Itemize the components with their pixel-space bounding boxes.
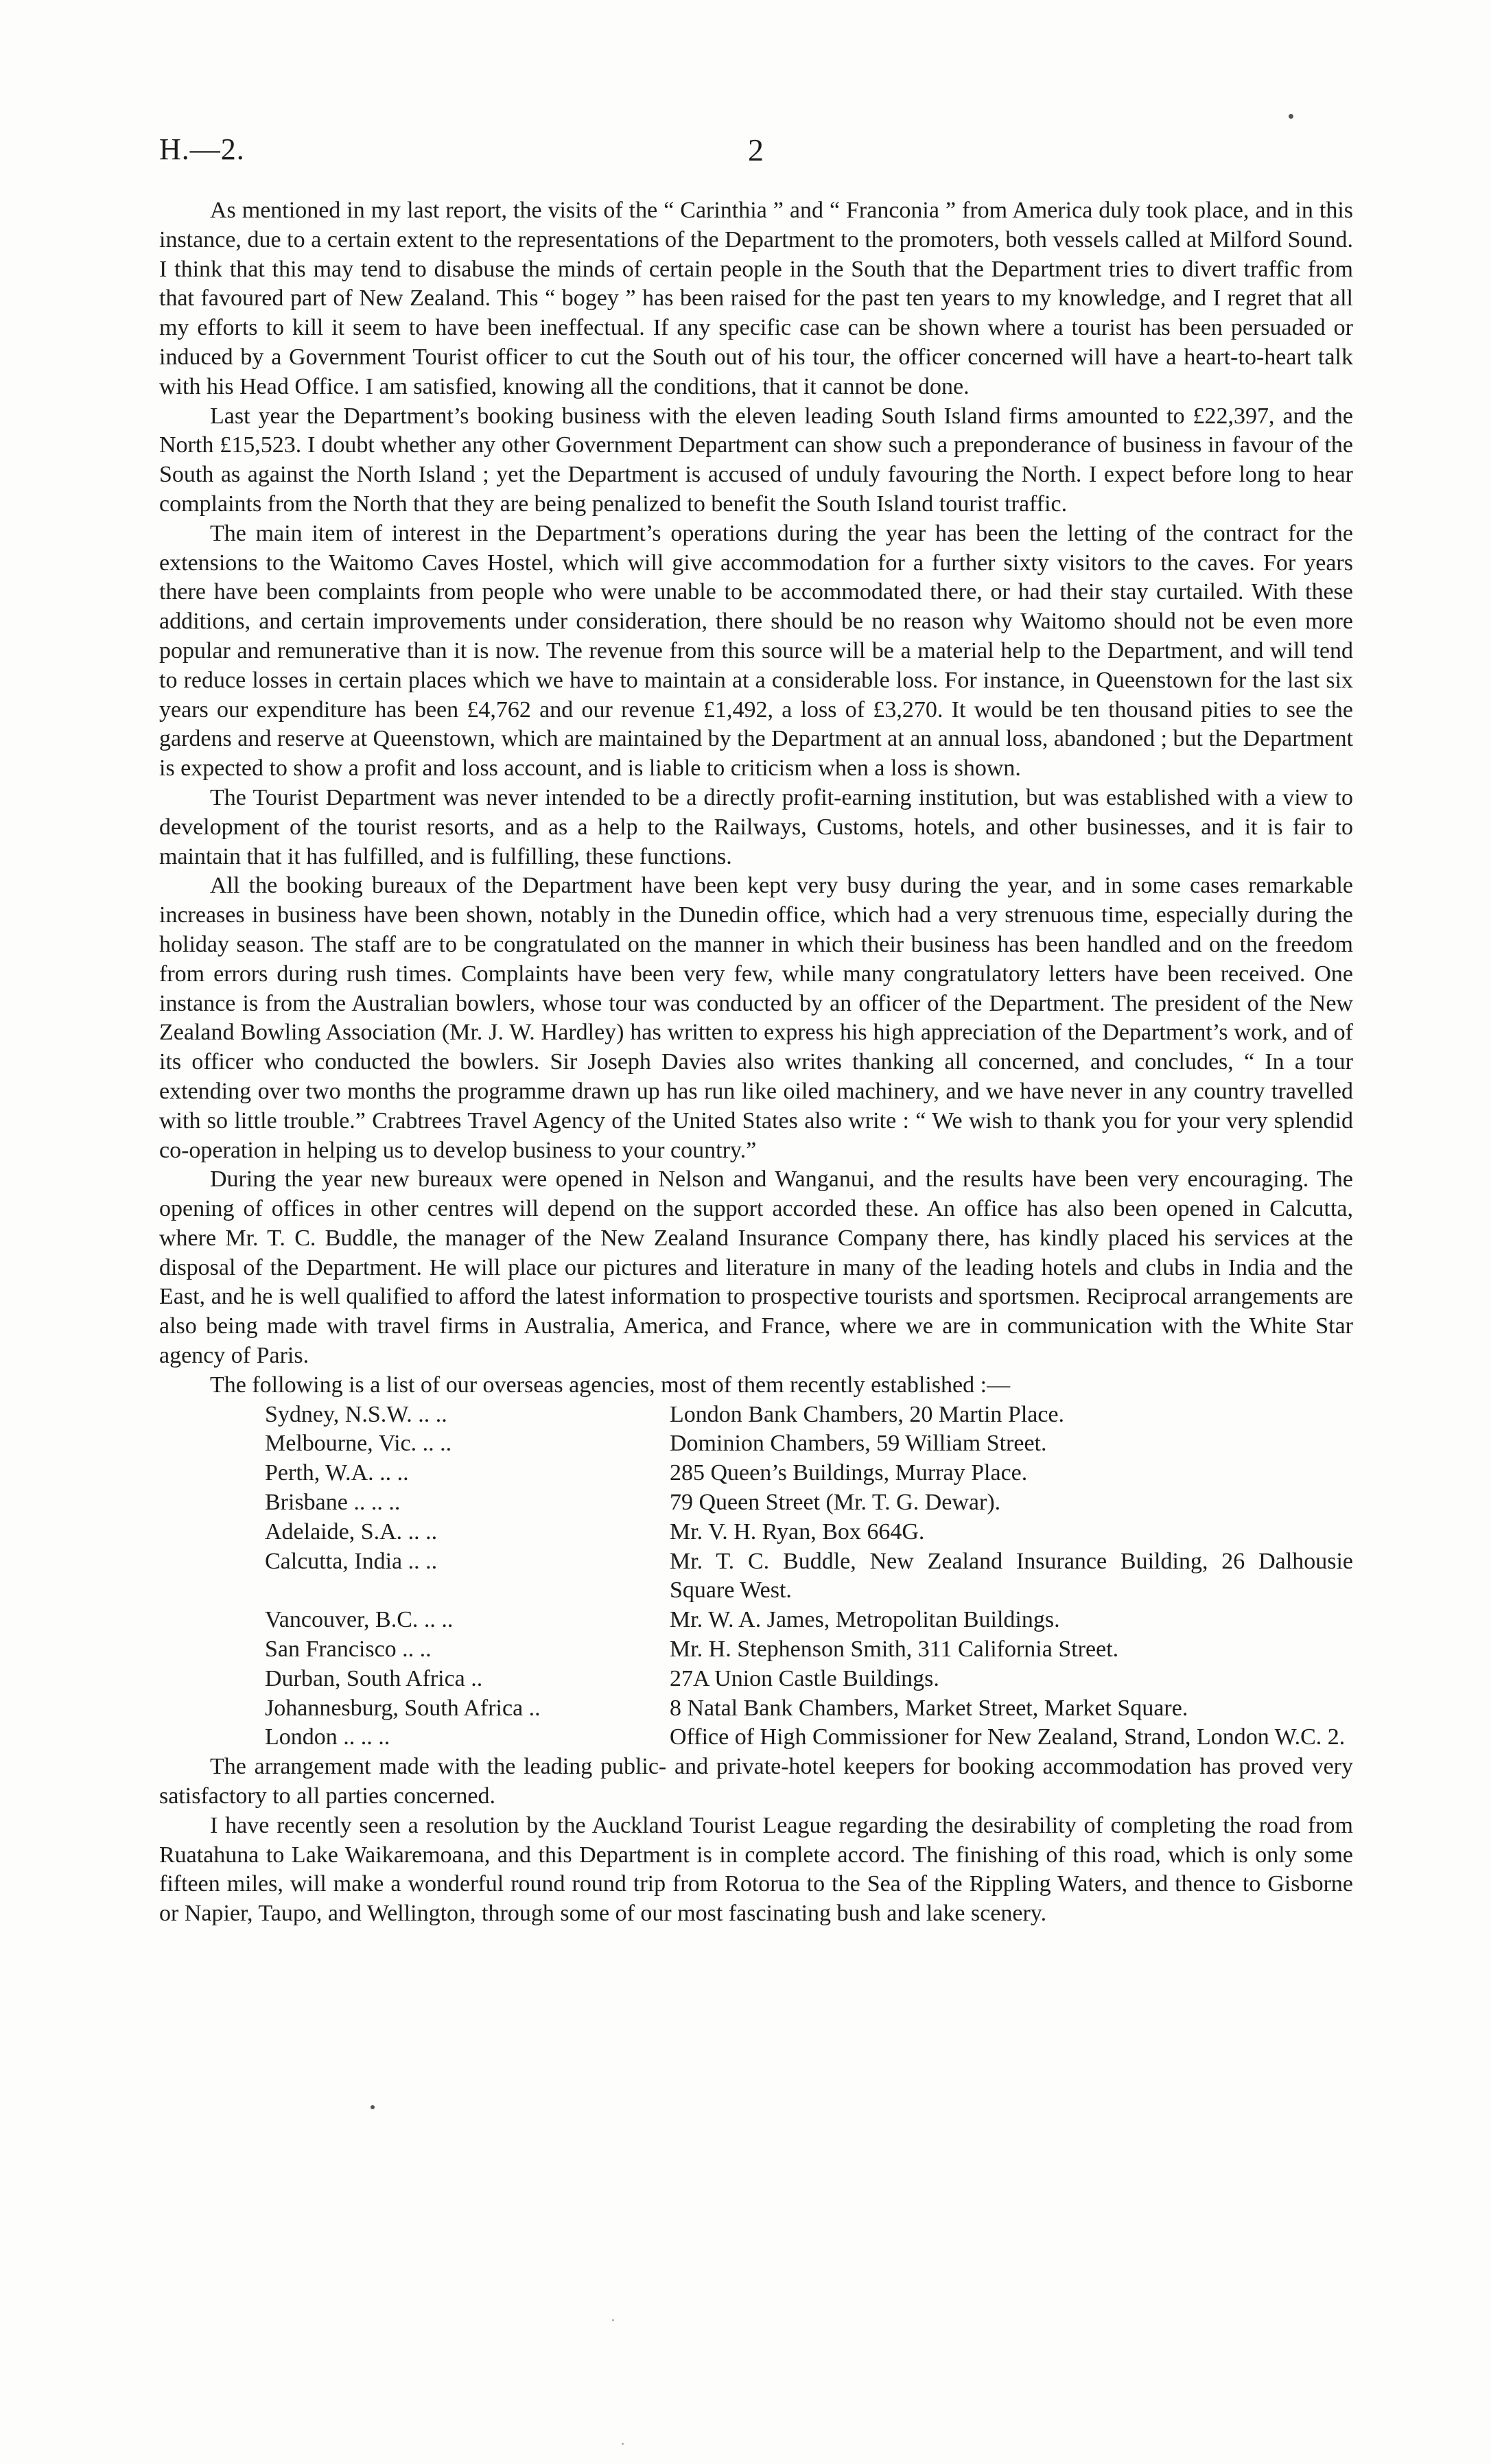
- agency-address: Mr. T. C. Buddle, New Zealand Insurance Building, 26 Dalhousie Square West.: [670, 1548, 1353, 1604]
- paragraph-road-completion: I have recently seen a resolution by the Auckland Tourist League regarding the desirability of completing the road from Ruatahuna to Lake Waikaremoana, and this Department is in complete accord. The finishing of this road, which is only some fifteen miles, will make a wonderful round round trip from Rotorua to the Sea of the Rippling Waters, and thence to Gisborne or Napier, Taupo, and Wellington, through some of our most fascinating bush and lake scenery.: [159, 1812, 1353, 1927]
- paragraph-department-purpose: The Tourist Department was never intended to be a directly profit-earning institution, but was established with a view to development of the tourist resorts, and as a help to the Railways, Customs, hotels, and other businesses, and it is fair to maintain that it has fulfilled, and is fulfilling, these functions.: [159, 784, 1353, 869]
- report-body: [159, 196, 1353, 1929]
- list-item: [265, 1400, 1353, 1430]
- agency-address: Dominion Chambers, 59 William Street.: [670, 1431, 1047, 1457]
- list-item: [265, 1665, 1353, 1694]
- agency-place: London .. .. ..: [265, 1724, 390, 1750]
- agency-place: Adelaide, S.A. .. ..: [265, 1518, 438, 1545]
- document-reference: H.—2.: [159, 132, 245, 166]
- list-item: [265, 1606, 1353, 1635]
- paragraph-hotel-arrangement: The arrangement made with the leading public- and private-hotel keepers for booking accommodation has proved very satisfactory to all parties concerned.: [159, 1754, 1353, 1809]
- list-item: [265, 1518, 1353, 1547]
- agency-place: Perth, W.A. .. ..: [265, 1460, 409, 1486]
- list-item: [265, 1547, 1353, 1606]
- list-item: [265, 1694, 1353, 1724]
- page-number: 2: [748, 132, 764, 167]
- speck: [371, 2105, 375, 2109]
- paragraph-new-bureaux: During the year new bureaux were opened in Nelson and Wanganui, and the results have been very encouraging. The opening of offices in other centres will depend on the support accorded these. An office has also been opened in Calcutta, where Mr. T. C. Buddle, the manager of the New Zealand Insurance Company there, has kindly placed his services at the disposal of the Department. He will place our pictures and literature in many of the leading hotels and clubs in India and the East, and he is well qualified to afford the latest information to prospective tourists and sportsmen. Reciprocal arrangements are also being made with travel firms in Australia, America, and France, where we are in communication with the White Star agency of Paris.: [159, 1166, 1353, 1369]
- speck: [1289, 114, 1293, 119]
- agency-place: Vancouver, B.C. .. ..: [265, 1607, 454, 1633]
- agency-place: Melbourne, Vic. .. ..: [265, 1431, 452, 1457]
- list-item: [265, 1488, 1353, 1518]
- speck: [622, 2443, 624, 2445]
- paragraph-waitomo-hostel: The main item of interest in the Department’s operations during the year has been the letting of the contract for the extensions to the Waitomo Caves Hostel, which will give accommodation for a further sixty visitors to the caves. For years there have been complaints from people who were unable to be accommodated there, or had their stay curtailed. With these additions, and certain improvements under consideration, there should be no reason why Waitomo should not be even more popular and remunerative than it is now. The revenue from this source will be a material help to the Department, and will tend to reduce losses in certain places which we have to maintain at a considerable loss. For instance, in Queenstown for the last six years our expenditure has been £4,762 and our revenue £1,492, a loss of £3,270. It would be ten thousand pities to see the gardens and reserve at Queenstown, which are maintained by the Department at an annual loss, abandoned ; but the Department is expected to show a profit and loss account, and is liable to criticism when a loss is shown.: [159, 520, 1354, 782]
- speck: [612, 2319, 614, 2321]
- list-item: [265, 1635, 1353, 1665]
- list-item: [265, 1459, 1353, 1488]
- agency-place: Johannesburg, South Africa ..: [265, 1695, 541, 1721]
- overseas-agencies-list: [265, 1400, 1353, 1753]
- list-item: [265, 1723, 1353, 1752]
- agency-address: 27A Union Castle Buildings.: [670, 1665, 939, 1691]
- paragraph-booking-bureaux: All the booking bureaux of the Department have been kept very busy during the year, and in some cases remarkable increases in business have been shown, notably in the Dunedin office, which had a very strenuous time, especially during the holiday season. The staff are to be congratulated on the manner in which their business has been handled and on the freedom from errors during rush times. Complaints have been very few, while many congratulatory letters have been received. One instance is from the Australian bowlers, whose tour was conducted by an officer of the Department. The president of the New Zealand Bowling Association (Mr. J. W. Hardley) has written to express his high appreciation of the Department’s work, and of its officer who conducted the bowlers. Sir Joseph Davies also writes thanking all concerned, and concludes, “ In a tour extending over two months the programme drawn up has run like oiled machinery, and we have never in any country travelled with so little trouble.” Crabtrees Travel Agency of the United States also write : “ We wish to thank you for your very splendid co-operation in helping us to develop business to your country.”: [159, 873, 1353, 1163]
- agency-address: Office of High Commissioner for New Zealand, Strand, London W.C. 2.: [670, 1724, 1346, 1750]
- list-item: [265, 1429, 1353, 1459]
- agency-address: Mr. H. Stephenson Smith, 311 California Street.: [670, 1636, 1119, 1663]
- paragraph-agencies-intro: The following is a list of our overseas agencies, most of them recently established :—: [210, 1372, 1011, 1398]
- agency-address: London Bank Chambers, 20 Martin Place.: [670, 1401, 1065, 1427]
- paragraph-tourist-ships: As mentioned in my last report, the visits of the “ Carinthia ” and “ Franconia ” from America duly took place, and in this instance, due to a certain extent to the representations of the Department to the promoters, both vessels called at Milford Sound. I think that this may tend to disabuse the minds of certain people in the South that the Department tries to divert traffic from that favoured part of New Zealand. This “ bogey ” has been raised for the past ten years to my knowledge, and I regret that all my efforts to kill it seem to have been ineffectual. If any specific case can be shown where a tourist has been persuaded or induced by a Government Tourist officer to cut the South out of his tour, the officer concerned will have a heart-to-heart talk with his Head Office. I am satisfied, knowing all the conditions, that it cannot be done.: [159, 198, 1353, 399]
- agency-place: Durban, South Africa ..: [265, 1665, 483, 1691]
- agency-address: 8 Natal Bank Chambers, Market Street, Market Square.: [670, 1695, 1188, 1721]
- paragraph-booking-business: Last year the Department’s booking business with the eleven leading South Island firms amounted to £22,397, and the North £15,523. I doubt whether any other Government Department can show such a preponderance of business in favour of the South as against the North Island ; yet the Department is accused of unduly favouring the North. I expect before long to hear complaints from the North that they are being penalized to benefit the South Island tourist traffic.: [159, 403, 1353, 517]
- agency-place: San Francisco .. ..: [265, 1636, 432, 1663]
- agency-address: 79 Queen Street (Mr. T. G. Dewar).: [670, 1490, 1001, 1516]
- agency-place: Sydney, N.S.W. .. ..: [265, 1401, 447, 1427]
- agency-place: Calcutta, India .. ..: [265, 1548, 438, 1574]
- agency-address: 285 Queen’s Buildings, Murray Place.: [670, 1460, 1028, 1486]
- agency-address: Mr. V. H. Ryan, Box 664G.: [670, 1518, 925, 1545]
- agency-address: Mr. W. A. James, Metropolitan Buildings.: [670, 1607, 1060, 1633]
- agency-place: Brisbane .. .. ..: [265, 1490, 401, 1516]
